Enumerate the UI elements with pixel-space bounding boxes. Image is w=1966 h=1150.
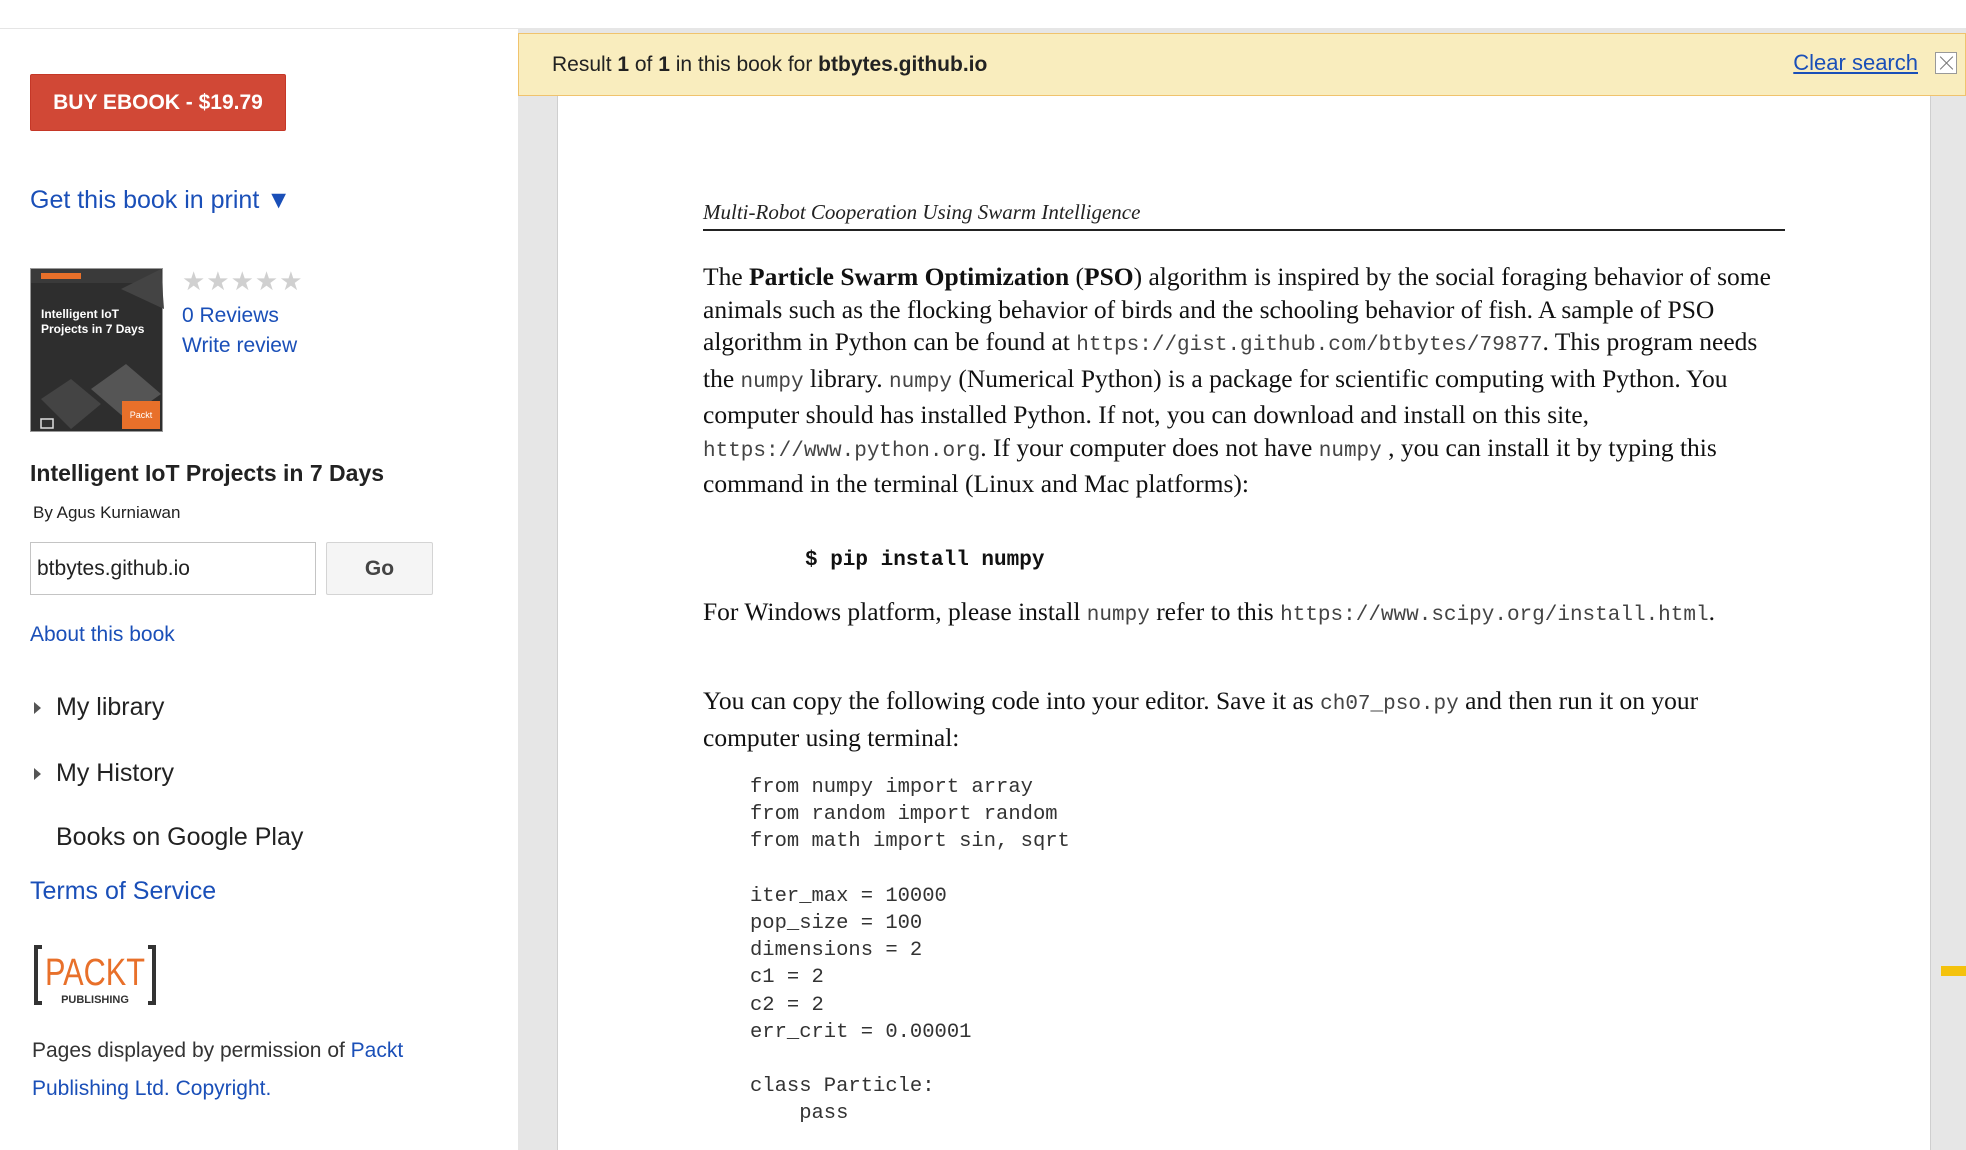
nav-my-library-label: My library (56, 693, 165, 721)
nav-books-on-google-play-label: Books on Google Play (56, 823, 304, 851)
write-review-link[interactable]: Write review (182, 334, 298, 357)
close-icon[interactable] (1935, 52, 1957, 74)
search-in-book-input[interactable] (30, 542, 316, 595)
about-this-book-link[interactable]: About this book (30, 623, 175, 646)
reviews-link[interactable]: 0 Reviews (182, 304, 279, 327)
cover-title: Intelligent IoT Projects in 7 Days (41, 307, 145, 336)
search-result-bar (518, 33, 1966, 96)
permission-note: Pages displayed by permission of Packt Publishing Ltd. Copyright. (32, 1039, 404, 1100)
search-result-text: Result 1 of 1 in this book for btbytes.github.io (552, 52, 988, 76)
publisher-logo-sub: PUBLISHING (61, 994, 129, 1006)
nav-my-library[interactable] (34, 693, 164, 722)
publisher-link[interactable]: Packt Publishing Ltd. Copyright. (32, 1039, 404, 1100)
python-url: https://www.python.org (703, 439, 981, 463)
nav-my-history[interactable] (34, 759, 174, 788)
go-button[interactable]: Go (326, 542, 433, 595)
nav-books-on-google-play[interactable] (56, 823, 303, 852)
book-title: Intelligent IoT Projects in 7 Days (30, 460, 385, 486)
buy-ebook-button[interactable]: BUY EBOOK - $19.79 (30, 74, 286, 131)
cover-publisher-mark: Packt (122, 401, 160, 429)
book-author: By Agus Kurniawan (33, 503, 181, 522)
scrollbar-search-marker[interactable] (1941, 966, 1966, 976)
paragraph-3: You can copy the following code into your editor. Save it as ch07_pso.py and then run it on your computer using terminal: (703, 686, 1699, 752)
gist-url: https://gist.github.com/btbytes/79877 (1076, 334, 1543, 357)
expand-triangle-icon (34, 702, 41, 714)
expand-triangle-icon (34, 768, 41, 780)
code-listing: from numpy import array from random import random from math import sin, sqrt iter_max = 10000 pop_size = 100 dimensions = 2 c1 = 2 c2 = 2 err_crit = 0.00001 class Particle: pass (750, 776, 1070, 1126)
rating-stars: ★★★★★ (182, 266, 304, 296)
scipy-url: https://www.scipy.org/install.html (1280, 604, 1709, 627)
publisher-logo (34, 943, 156, 1007)
running-header: Multi-Robot Cooperation Using Swarm Intelligence (703, 200, 1785, 231)
install-command: $ pip install numpy (805, 549, 1045, 572)
nav-my-history-label: My History (56, 759, 175, 787)
book-page (557, 96, 1931, 1150)
publisher-logo-main: PACKT (45, 952, 145, 994)
book-cover-thumbnail[interactable] (30, 268, 163, 432)
clear-search-link[interactable]: Clear search (1793, 50, 1918, 75)
paragraph-2: For Windows platform, please install numpy refer to this https://www.scipy.org/install.html. (703, 597, 1715, 627)
get-book-in-print-link[interactable]: Get this book in print ▼ (30, 186, 291, 214)
terms-of-service-link[interactable]: Terms of Service (30, 877, 217, 905)
paragraph-1: The Particle Swarm Optimization (PSO) algorithm is inspired by the social foraging behavior of some animals such as the flocking behavior of birds and the schooling behavior of fish. A sample of PSO algorithm in Python can be found at https://gist.github.com/btbytes/79877. This program needs the numpy library. numpy (Numerical Python) is a package for scientific computing with Python. You computer should has installed Python. If not, you can download and install on this site, https://www.python.org. If your computer does not have numpy , you can install it by typing this command in the terminal (Linux and Mac platforms): (703, 262, 1771, 498)
